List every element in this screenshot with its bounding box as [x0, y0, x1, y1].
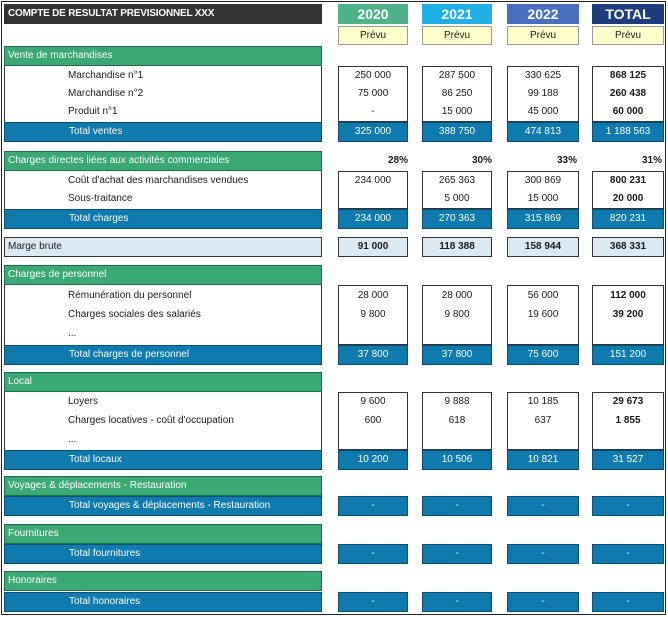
total-value: 10 506 [422, 450, 492, 470]
total-value: - [338, 496, 408, 516]
total-value: 31 527 [592, 450, 664, 470]
total-value: 315 869 [507, 209, 579, 229]
total-value: 75 600 [507, 345, 579, 365]
cell-value: 265 363 [438, 175, 476, 186]
total-voyages-label: Total voyages & déplacements - Restauration [4, 496, 322, 516]
cell-value: 15 000 [527, 193, 559, 204]
cell-value: 45 000 [527, 106, 559, 117]
total-value: - [592, 592, 664, 612]
total-fournitures-label: Total fournitures [4, 544, 322, 564]
year-header-total: TOTAL [592, 4, 664, 24]
row-label: Produit n°1 [68, 106, 118, 117]
pct-value: 30% [471, 155, 492, 166]
marge-value: 118 388 [422, 237, 492, 257]
cell-value-total: 260 438 [609, 88, 647, 99]
total-ventes-label: Total ventes [4, 122, 322, 142]
total-value: 37 800 [422, 345, 492, 365]
section-local-title: Local [4, 372, 322, 392]
cell-value: 10 185 [527, 396, 559, 407]
cell-value: 15 000 [441, 106, 473, 117]
marge-value: 91 000 [338, 237, 408, 257]
total-value: 388 750 [422, 122, 492, 142]
total-value: - [507, 496, 579, 516]
cell-value [338, 190, 408, 208]
row-label: Loyers [68, 396, 99, 407]
total-value: 234 000 [338, 209, 408, 229]
section-fournitures-title: Fournitures [4, 524, 322, 544]
total-value: - [338, 592, 408, 612]
marge-value: 368 331 [592, 237, 664, 257]
cell-value: 5 000 [444, 193, 470, 204]
marge-brute-label: Marge brute [4, 237, 322, 257]
total-honoraires-label: Total honoraires [4, 592, 322, 612]
total-value: - [338, 544, 408, 564]
total-value: - [422, 544, 492, 564]
cell-value-total: 1 855 [615, 415, 641, 426]
cell-value-total: 800 231 [609, 175, 647, 186]
cell-value: 330 625 [524, 70, 562, 81]
marge-value: 158 944 [507, 237, 579, 257]
total-value: 325 000 [338, 122, 408, 142]
section-personnel-title: Charges de personnel [4, 265, 322, 285]
cell-value: 28 000 [357, 290, 389, 301]
row-label: ... [68, 328, 77, 339]
cell-value: 75 000 [357, 88, 389, 99]
row-label: Rémunération du personnel [68, 290, 192, 301]
prevu-label: Prévu [507, 26, 579, 45]
year-header-2020: 2020 [338, 4, 408, 24]
row-label: Sous-traitance [68, 193, 133, 204]
cell-value-total: 39 200 [612, 309, 644, 320]
cell-value: 637 [534, 415, 552, 426]
total-value: 10 200 [338, 450, 408, 470]
cell-value-total: 20 000 [612, 193, 644, 204]
section-ventes-title: Vente de marchandises [4, 46, 322, 66]
total-locaux-label: Total locaux [4, 450, 322, 470]
row-label: Marchandise n°2 [68, 88, 144, 99]
cell-value: 600 [364, 415, 382, 426]
total-value: - [507, 592, 579, 612]
prevu-label: Prévu [338, 26, 408, 45]
total-value: - [422, 496, 492, 516]
total-value: - [422, 592, 492, 612]
cell-value: 300 869 [524, 175, 562, 186]
total-value: - [507, 544, 579, 564]
total-value: - [592, 544, 664, 564]
cell-value: 28 000 [441, 290, 473, 301]
prevu-label: Prévu [592, 26, 664, 45]
row-label: Coût d'achat des marchandises vendues [68, 175, 249, 186]
row-label: Charges sociales des salariés [68, 309, 201, 320]
pct-value: 28% [387, 155, 408, 166]
cell-value: 618 [448, 415, 466, 426]
section-charges-title: Charges directes liées aux activités commerciales [4, 151, 322, 171]
pct-value: 31% [641, 155, 662, 166]
total-value: 10 821 [507, 450, 579, 470]
section-honoraires-title: Honoraires [4, 571, 322, 591]
cell-value: 9 800 [444, 309, 470, 320]
cell-value-total: 112 000 [610, 290, 646, 301]
cell-value: - [371, 106, 375, 117]
year-header-2021: 2021 [422, 4, 492, 24]
row-label: Marchandise n°1 [68, 70, 144, 81]
cell-value: 250 000 [354, 70, 392, 81]
cell-value: 86 250 [441, 88, 473, 99]
year-header-2022: 2022 [507, 4, 579, 24]
cell-value: 234 000 [354, 175, 392, 186]
cell-value-total: 29 673 [612, 396, 644, 407]
cell-value: 99 188 [527, 88, 559, 99]
total-value: 37 800 [338, 345, 408, 365]
cell-value: 9 888 [444, 396, 470, 407]
cell-value: 287 500 [438, 70, 476, 81]
total-value: 474 813 [507, 122, 579, 142]
total-value: 820 231 [592, 209, 664, 229]
pct-value: 33% [556, 155, 577, 166]
section-box [4, 66, 322, 122]
cell-value-total: 868 125 [609, 70, 647, 81]
total-charges-label: Total charges [4, 209, 322, 229]
cell-value: 9 800 [360, 309, 386, 320]
cell-value: 19 600 [527, 309, 559, 320]
section-voyages-title: Voyages & déplacements - Restauration [4, 476, 322, 496]
cell-value-total: 60 000 [612, 106, 644, 117]
total-value: - [592, 496, 664, 516]
total-value: 151 200 [592, 345, 664, 365]
total-value: 270 363 [422, 209, 492, 229]
row-label: ... [68, 434, 77, 445]
report-title: COMPTE DE RESULTAT PREVISIONNEL XXX [4, 4, 322, 24]
row-label: Charges locatives - coût d'occupation [68, 415, 234, 426]
cell-value: 9 600 [360, 396, 386, 407]
cell-value: 56 000 [527, 290, 559, 301]
total-value: 1 188 563 [592, 122, 664, 142]
total-personnel-label: Total charges de personnel [4, 345, 322, 365]
prevu-label: Prévu [422, 26, 492, 45]
